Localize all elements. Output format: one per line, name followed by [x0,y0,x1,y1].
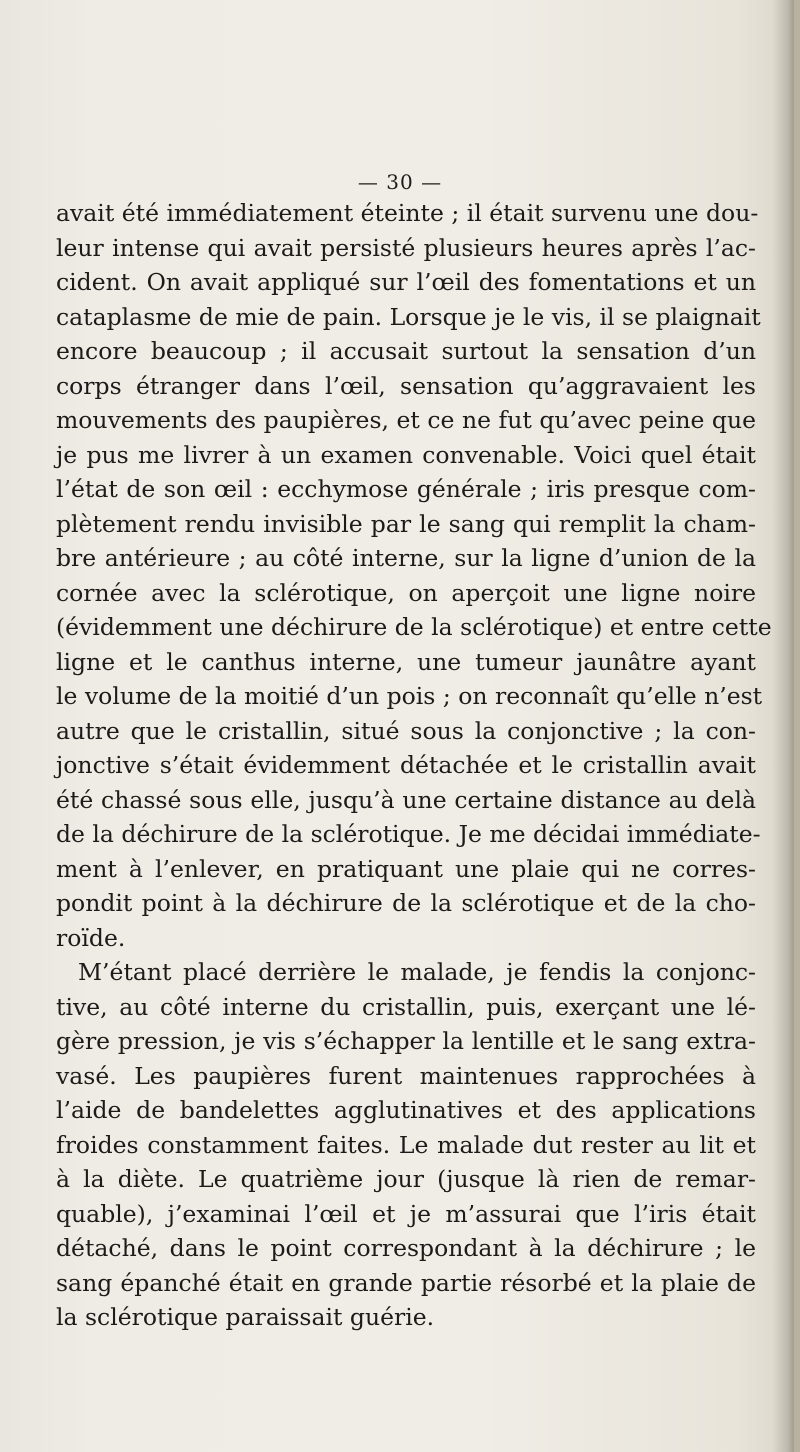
text-line: vasé. Les paupières furent maintenues rapprochées à [56,1061,756,1090]
paragraph-end-line: la sclérotique paraissait guérie. [56,1303,435,1331]
text-line: bre antérieure ; au côté interne, sur la ligne d’union de la [56,544,756,572]
text-line: de la déchirure de la sclérotique. Je me décidai immédiate- [56,820,761,848]
text-line: encore beaucoup ; il accusait surtout la sensation d’un [56,337,756,365]
text-line: ment à l’enlever, en pratiquant une plaie qui ne corres- [56,854,756,883]
page-number: — 30 — [357,170,443,194]
text-line: à la diète. Le quatrième jour (jusque là rien de remar- [56,1165,756,1193]
text-line: mouvements des paupières, et ce ne fut qu’avec peine que [56,406,756,434]
text-line: pondit point à la déchirure de la sclérotique et de la cho- [56,889,756,917]
body-text [56,196,772,1335]
paragraph-start-line: M’étant placé derrière le malade, je fendis la conjonc- [78,958,756,986]
text-line: gère pression, je vis s’échapper la lentille et le sang extra- [56,1027,756,1055]
text-line: corps étranger dans l’œil, sensation qu’aggravaient les [56,371,756,400]
text-line: plètement rendu invisible par le sang qui remplit la cham- [56,509,756,538]
text-line: sang épanché était en grande partie résorbé et la plaie de [56,1268,756,1297]
text-line: l’état de son œil : ecchymose générale ; iris presque com- [56,475,756,503]
text-line: été chassé sous elle, jusqu’à une certaine distance au delà [56,785,756,814]
text-line: le volume de la moitié d’un pois ; on reconnaît qu’elle n’est [56,682,763,710]
book-spine-edge [794,0,800,1452]
paragraph-end-line: roïde. [56,923,126,952]
text-line: cataplasme de mie de pain. Lorsque je le vis, il se plaignait [56,302,761,331]
text-line: tive, au côté interne du cristallin, puis, exerçant une lé- [56,992,756,1021]
text-line: (évidemment une déchirure de la sclérotique) et entre cette [56,613,772,641]
text-line: froides constamment faites. Le malade dut rester au lit et [56,1130,756,1159]
text-line: je pus me livrer à un examen convenable. Voici quel était [56,440,756,469]
text-line: jonctive s’était évidemment détachée et le cristallin avait [56,751,756,779]
text-line: l’aide de bandelettes agglutinatives et des applications [56,1096,756,1124]
text-line: quable), j’examinai l’œil et je m’assurai que l’iris était [56,1199,756,1228]
text-line: détaché, dans le point correspondant à la déchirure ; le [56,1234,756,1262]
text-line: cornée avec la sclérotique, on aperçoit une ligne noire [56,578,756,607]
text-line: ligne et le canthus interne, une tumeur jaunâtre ayant [56,647,756,676]
text-line: leur intense qui avait persisté plusieurs heures après l’ac- [56,233,756,262]
text-line: avait été immédiatement éteinte ; il était survenu une dou- [56,199,759,227]
text-line: cident. On avait appliqué sur l’œil des fomentations et un [56,268,756,296]
text-line: autre que le cristallin, situé sous la conjonctive ; la con- [56,716,756,745]
